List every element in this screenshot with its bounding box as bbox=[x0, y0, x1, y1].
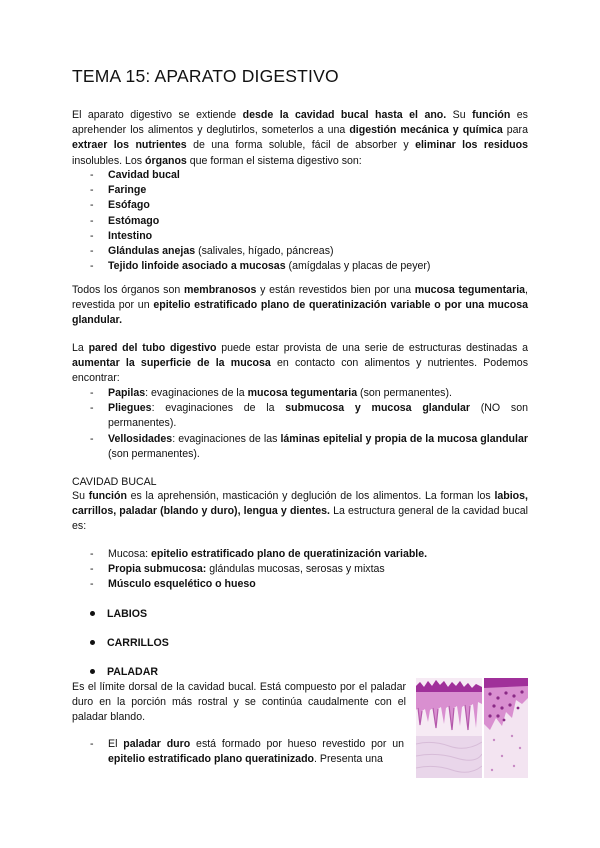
bullet-dot-icon bbox=[90, 669, 95, 674]
histology-figure bbox=[416, 678, 528, 778]
palate-paragraph: Es el límite dorsal de la cavidad bucal. Está compuesto por el paladar duro en la porción más rostral y se continúa caudalmente con el paladar blando. bbox=[72, 681, 406, 724]
histology-image-low-mag bbox=[416, 678, 482, 778]
list-item: - Mucosa: epitelio estratificado plano de queratinización variable. bbox=[90, 547, 528, 562]
list-item: - Intestino bbox=[90, 229, 528, 244]
page-title: TEMA 15: APARATO DIGESTIVO bbox=[72, 66, 339, 86]
cavity-paragraph: Su función es la aprehensión, masticación y deglución de los alimentos. La forman los labios, carrillos, paladar (blando y duro), lengua y dientes. La estructura general de la cavidad bucal es: bbox=[72, 490, 528, 533]
wall-paragraph: La pared del tubo digestivo puede estar provista de una serie de estructuras destinadas a aumentar la superficie de la mucosa en contacto con alimentos y nutrientes. Podemos encontrar: bbox=[72, 342, 528, 385]
list-item: - Papilas: evaginaciones de la mucosa tegumentaria (son permanentes). bbox=[90, 386, 528, 401]
intro-paragraph: El aparato digestivo se extiende desde la cavidad bucal hasta el ano. Su función es aprehender los alimentos y deglutirlos, someterlos a una digestión mecánica y química para extraer los nutrientes de una forma soluble, fácil de absorber y eliminar los residuos insolubles. Los órganos que forman el sistema digestivo son: bbox=[72, 109, 528, 167]
list-item: - Propia submucosa: glándulas mucosas, serosas y mixtas bbox=[90, 562, 528, 577]
bullet-heading-paladar: PALADAR bbox=[90, 666, 158, 678]
list-item: - Músculo esquelético o hueso bbox=[90, 577, 528, 592]
palate-list bbox=[90, 737, 404, 767]
histology-image-high-mag bbox=[484, 678, 528, 778]
section-heading-cavidad-bucal: CAVIDAD BUCAL bbox=[72, 476, 157, 488]
bullet-dot-icon bbox=[90, 611, 95, 616]
list-item: - Faringe bbox=[90, 183, 528, 198]
list-item: - Glándulas anejas (salivales, hígado, páncreas) bbox=[90, 244, 528, 259]
list-item: - Cavidad bucal bbox=[90, 168, 528, 183]
bullet-heading-carrillos: CARRILLOS bbox=[90, 637, 169, 649]
list-item: - Esófago bbox=[90, 198, 528, 213]
bullet-dot-icon bbox=[90, 640, 95, 645]
structures-list bbox=[90, 386, 528, 462]
membranes-paragraph: Todos los órganos son membranosos y están revestidos bien por una mucosa tegumentaria, revestida por un epitelio estratificado plano de queratinización variable o por una mucosa glandular. bbox=[72, 284, 528, 327]
bullet-heading-labios: LABIOS bbox=[90, 608, 147, 620]
organs-list bbox=[90, 168, 528, 274]
list-item: - Estómago bbox=[90, 214, 528, 229]
list-item: - El paladar duro está formado por hueso revestido por un epitelio estratificado plano queratinizado. Presenta una bbox=[90, 737, 404, 767]
list-item: - Tejido linfoide asociado a mucosas (amígdalas y placas de peyer) bbox=[90, 259, 528, 274]
list-item: - Pliegues: evaginaciones de la submucosa y mucosa glandular (NO son permanentes). bbox=[90, 401, 528, 431]
layers-list bbox=[90, 547, 528, 593]
list-item: - Vellosidades: evaginaciones de las láminas epitelial y propia de la mucosa glandular (son permanentes). bbox=[90, 432, 528, 462]
